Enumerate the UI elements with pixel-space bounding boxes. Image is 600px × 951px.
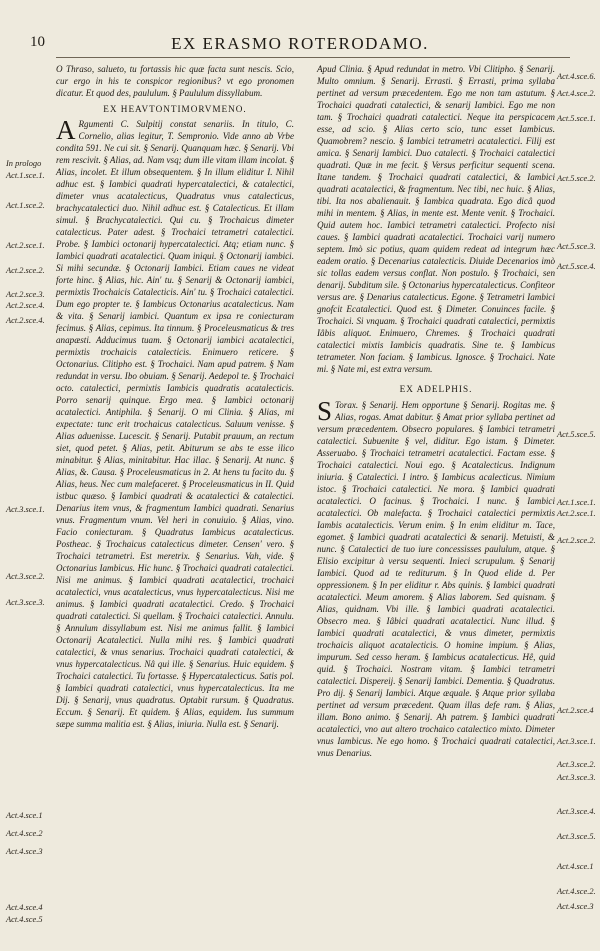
margin-note: Act.4.sce.3 (557, 902, 594, 911)
margin-note: Act.2.sce.4. (6, 316, 45, 325)
margin-note: Act.4.sce.1 (6, 811, 43, 820)
margin-note: Act.2.sce.4. (6, 301, 45, 310)
margin-note: Act.3.sce.1. (6, 505, 45, 514)
margin-note: Act.1.sce.1. (557, 498, 596, 507)
margin-note: Act.4.sce.6. (557, 72, 596, 81)
margin-note: Act.2.sce.3. (6, 290, 45, 299)
margin-note: Act.4.sce.1 (557, 862, 594, 871)
margin-note: Act.2.sce.1. (557, 509, 596, 518)
dropcap-a: A (56, 115, 76, 145)
header-rule (56, 57, 570, 58)
left-body-text: Rgumenti C. Sulpitij constat senariis. In titulo, C. Cornelio, alias legitur, T. Sempronio. Vide anno ab Vrbe condita 591. Ne cui sit. § Senarij. Quanquam hæc. § Senarij. Vbi rem rescivit. § Alias, ad. Nam vsq; dum ille vitam illam incolat. § Alias, incolet. Et illum obsequentem. § In illum eliditur I. Nihil adhuc est. § Iambici quadrati hypercatalectici, & catalectici, dimeter vnus acatalecticus, Quadratus vnus catalecticus, brachycatalectici duo. Nihil adhuc est. § Catalecticus. Et illam simul. § Brachycatalectici. Qui cu. § Trochaicus dimeter catalecticus. Pater adest. § Trochaici tetrametri catalectici. Probe. § Iambici octonarij hypercatalectici. Atq; etiam nunc. § Iambici quadrati acatalectici. Quam iniqui. § Octonarij iambici. Si mihi secundæ. § Octonarij Iambici. Etiam caues ne videat forte hinc. § Alias, hic. Ain' tu. § Senarij & Octonarij iambici, permixtis Trochaicis Catalecticis. Ain' tu. § Trochaici catalectici. Dum ego propter te. § Iambicus Octonarius acatalecticus. Nam & vita. § Senarij iambici. Quantum ex ipsa re coniecturam fecimus. § Alias, cepimus. Ita tinnum. § Proceleusmaticus & tres anapæsti. Adducimus tuam. § Octonarij iambici acatalectici, permixtis trochaicis catalecticis. Enimuero reticere. § Octonarius. Clitipho est. § Trochaici. Nam apud patrem. § Nam redundat in versu. Ibo obuiam. § Senarij. Aedepol te. § Trochaici octo. catalectici, permixtis Iambicis quadratis acatalecticis. Porro senarij quinque. Ergo mea. § Iambici octonarij acatalectici. Antiphila. § Senarij. O mi Clinia. § Alias, mi expectate: tunc erit trochaicus catalecticus. Saluum venisse. § Alias aduenisse. Lucescit. § Senarij. Putabit prauum, an rectum siet, quod petet. § Alias, petit. Abiturum se abs te esse ilico minabitur. § Alias, minitabitur. Hac illac. § Senarij. At nunc. § Alias, &. Causa. § Proceleusmaticus in 2. At hens tu facito du. § Alias, heus. Nec cum malefaceret. § Proceleusmaticus in II. Quid istbuc quæso. § Iambici quadrati & acatalectici & catalectici. Denarius item vnus, & fragmentum Iambici quadrati. Senarius vnus. Fragmentum vnum. Vel heri in conuiuio. § Alias, vino. Facio coniecturam. § Quadratus Iambicus acatalecticus. Postheac. § Trochaicus catalecticus dimeter. Censen' vero. § Trochaici tetrametri. Est meretrix. § Senarius. Vah, vide. § Octonarius Iambicus. Hic hunc. § Trochaici quadrati catalectici. Nisi me animus. § Iambici quadrati acatalectici, trochaici acatalectici, vnus acatalecticus, vnus hypercatalecticus. Nisi me animus. § Iambici quadrati acatalectici. Credo. § Trochaici quadrati catalectici. Si quellam. § Trochaici catalectici. Annulu. § Annulum dissyllabum est. Nisi me animus fallit. § Iambici Octonarij Acatalectici. Nulla mihi res. § Iambici quadrati catalectici, & vnus senarius. Trochaici quadrati catalectici, & vnus hypercatalecticus. Nâ qui ille. § Senarius. Huic equidem. § Trochaici catalectici. Tu fortasse. § Hypercatalecticus. Satis pol. § Iambici quadrati catalectici, vnus hypercatalecticus. Ita me Dij. § Senarij, vnus quadratus. Optabit rursum. § Quadratus. Eccum. § Senarij. Et quidem. § Alias, equidem. Ius summum sæpe summa malitia est. § Alias, iniuria. Nulla est. § Senarij. (56, 119, 294, 729)
margin-note: Act.4.sce.2. (557, 887, 596, 896)
margin-note: Act.4.sce.5 (6, 915, 43, 924)
margin-note: Act.5.sce.3. (557, 242, 596, 251)
margin-note: Act.3.sce.4. (557, 807, 596, 816)
margin-note: Act.5.sce.1. (557, 114, 596, 123)
margin-note: Act.5.sce.5. (557, 430, 596, 439)
right-body-text: Apud Clinia. § Apud redundat in metro. Vbi Clitipho. § Senarij. Multo omnium. § Senarij. Errasti. § Errasti, prima syllaba pertinet ad versum præcedentem. Ego me non tam astutum. § Trochaici quadrati catalectici, & senarij Iambici. Ego me non tam. § Trochaici quadrati catalectici. Neque ita perspicacem esse, ad scio. § Alias certo scio, tunc esset Iambicus. Quamobrem? nescio. § Iambici tetrametri acatalectici. Filij est amica. § Senarij Iambici. Duo catalecti. § Trochaici catalectici quadrati. Quæ in me fecit. § Versus perficitur sequenti scena. Itane tandem. § Trochaici quadrati catalectici, & Iambici quadrati acatalectici, & fragmentum. Nec tibi, nec huic. § Alias, tibi. Ita nos abalienauit. § Iambica quadrata. Ego dicâ quod mihi in mentem. § Alias, in mente est. Mente venit. § Trochaici. Quid autem hoc. Iambici tetrametri catalectici. Profecto nisi caues. § Iambici quadrati acatalectici. Trochaici varij numero septem. Imò sic potius, quam quidem redeat ad integrum hæc eadem oratio. § Decenarius catalecticis. Diuide Decenarios imò sic tollas eadem versus conflat. Non postulo. § Trochaici, sen denarij. Subditum sile. § Octonarius hypercatalecticus. Confiteor versus are. § Denarius catalecticus. Egone. § Tetrametri Iambici gnofcit Ecatalectici. Quod est. § Dimeter. Conuinces facile. § Trochaici. Si vnquam. § Trochaici quadrati catalectici, permixtis Iâbis aliquot. Enimuero, Chremes. § Trochaici quadrati catalectici mixtis Iambicis quadratis. Sine te. § Iambicus tetrameter. Non faciam. § Iambicus. Ignosce. § Trochaici. Nate mi. § Nate mi, est extra versum. (317, 64, 555, 374)
margin-note: Act.2.sce.1. (6, 241, 45, 250)
margin-note: In prologo (6, 159, 42, 168)
section-heading-heautontimorumenos: EX HEAVTONTIMORVMENO. (103, 104, 247, 114)
dropcap-s: S (317, 396, 333, 426)
margin-note: Act.3.sce.5. (557, 832, 596, 841)
margin-note: Act.3.sce.3. (557, 773, 596, 782)
margin-note: Act.1.sce.2. (6, 201, 45, 210)
right-body-paragraph (317, 396, 555, 759)
margin-note: Act.2.sce.2. (557, 536, 596, 545)
right-body-text-2: Torax. § Senarij. Hem opportune § Senarij. Rogitas me. § Alias, rogas. Amat dabitur. § Amat prior syllaba pertinet ad versum præcedentem. Obsecro populares. § Iambici tetrametri catalectici. Subuenite § vel, diditur. Ego istam. § Dimeter. Asseruabo. § Trochaici tetrametri acatalectici. Factam esse. § Trochaici catalectici. Noui ego. § Acatalecticus. Indignum iniuria. § Catalectici. I intro. § Iambicus acalecticus. Nimium istoc. § Trochaici catalectici. Ne mora. § Iambici quadrati acatalectici. O facinus. § Trochaici. I nunc. § Iambici acatalectici. Ob malefacta. § Trochaici catalectici permixtis Iambis acatalecticis. Verum enim. § In enim eliditur m. Tace, egomet. § Iambici quadrati acatalectici & senarij. Metuisti, & nunc. § Catalectici de tuo iure concessisses paululum, atque. § Elisio excipitur à versu sequenti. Inieci scrupulum. § Senarij Iambici. Quod ad te rediturum. § In Quod elide d. Per oppressionem. § In per eliditur r. Abs quinis. § Iambici quadrati acatalectici. Meum amorem. § Alias laborem. Sed quisnam. § Alias, quidnam. Vbi ille. § Iambici quadrati acatalectici. Obsecro mea. § Iâbici quadrati acatalectici. Nunc illud. § Iambici quadrati acatalectici, & vnus dimeter, permixtis trochaicis aliquot acatalecticis. O homine impium. § Alias, impurum. Sed cesso heram. § Iambicus acatalecticus. Hê, quid quid. § Trochaici. Nostram vitam. § Iambici tetrametri catalectici. Dispereij. § Senarij Iambici. Dementia. § Quadratus. Pro dij. § Senarij Iambici. Atque æquale. § Atque prior syllaba pertinet ad versum præcedent. Quam illas defe ram. § Alias, illam. Bono animo. § Senarij. Ah patrem. § Iambici quadrati acatalectici, vno aut altero trochaico catalectico mixto. Dimeter vnus Iambicus. Ne ego homo. § Trochaici quadrati catalectici, vnus Denarius. (317, 400, 555, 758)
left-column (56, 63, 294, 730)
margin-note: Act.3.sce.3. (6, 598, 45, 607)
margin-note: Act.4.sce.2. (557, 89, 596, 98)
margin-note: Act.2.sce.2. (6, 266, 45, 275)
left-body-paragraph (56, 115, 294, 730)
page-number: 10 (30, 34, 45, 50)
margin-note: Act.5.sce.4. (557, 262, 596, 271)
margin-note: Act.3.sce.1. (557, 737, 596, 746)
margin-note: Act.4.sce.2 (6, 829, 43, 838)
margin-note: Act.4.sce.3 (6, 847, 43, 856)
margin-note: Act.3.sce.2. (557, 760, 596, 769)
margin-note: Act.2.sce.4 (557, 706, 594, 715)
running-head: EX ERASMO ROTERODAMO. (171, 34, 429, 53)
margin-note: Act.1.sce.1. (6, 171, 45, 180)
margin-note: Act.3.sce.2. (6, 572, 45, 581)
left-intro-text: O Thraso, salueto, tu fortassis hic quæ facta sunt nescis. Scio, cur ergo in his te conspicor regionibus? vt ego pronomen dicatur. Et quod des, paululum. § Paululum dissyllabum. (56, 64, 294, 98)
right-column (317, 63, 555, 759)
section-heading-adelphis: EX ADELPHIS. (399, 384, 473, 394)
margin-note: Act.5.sce.2. (557, 174, 596, 183)
margin-note: Act.4.sce.4 (6, 903, 43, 912)
